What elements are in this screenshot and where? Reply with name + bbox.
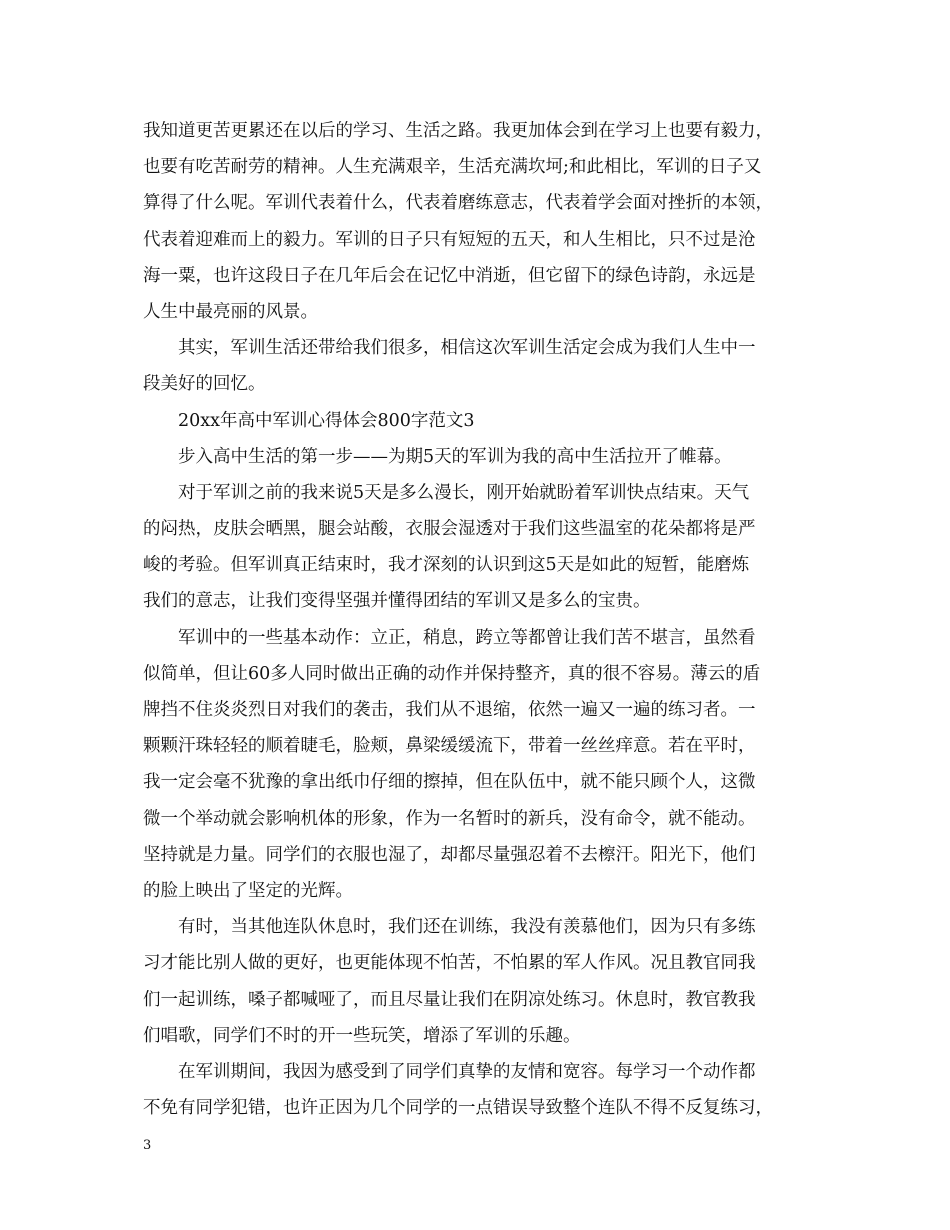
text-line: 步入高中生活的第一步——为期5天的军训为我的高中生活拉开了帷幕。 — [178, 446, 732, 467]
text-line: 我们的意志，让我们变得坚强并懂得团结的军训又是多么的宝贵。 — [143, 591, 651, 612]
text-line: 我知道更苦更累还在以后的学习、生活之路。我更加体会到在学习上也要有毅力， — [143, 121, 773, 141]
text-line: 对于军训之前的我来说5天是多么漫长，刚开始就盼着军训快点结束。天气 — [178, 482, 750, 503]
text-line: 微一个举动就会影响机体的形象，作为一名暂时的新兵，没有命令，就不能动。 — [143, 808, 756, 829]
text-line: 在军训期间，我因为感受到了同学们真挚的友情和宽容。每学习一个动作都 — [178, 1061, 756, 1082]
text-line: 军训中的一些基本动作：立正，稍息，跨立等都曾让我们苦不堪言，虽然看 — [178, 627, 756, 648]
text-line: 也要有吃苦耐劳的精神。人生充满艰辛，生活充满坎坷;和此相比，军训的日子又 — [143, 157, 762, 178]
text-line: 们一起训练，嗓子都喊哑了，而且尽量让我们在阴凉处练习。休息时，教官教我 — [143, 989, 756, 1010]
text-line: 的闷热，皮肤会晒黑，腿会站酸，衣服会湿透对于我们这些温室的花朵都将是严 — [143, 519, 756, 540]
document-body — [143, 113, 833, 1126]
text-line: 不免有同学犯错，也许正因为几个同学的一点错误导致整个连队不得不反复练习， — [143, 1098, 773, 1119]
text-line: 其实，军训生活还带给我们很多，相信这次军训生活定会成为我们人生中一 — [178, 338, 756, 359]
text-line: 代表着迎难而上的毅力。军训的日子只有短短的五天，和人生相比，只不过是沧 — [143, 229, 756, 250]
text-line: 段美好的回忆。 — [143, 374, 266, 395]
text-line: 似简单，但让60多人同时做出正确的动作并保持整齐，真的很不容易。薄云的盾 — [143, 663, 761, 684]
text-line: 牌挡不住炎炎烈日对我们的袭击，我们从不退缩，依然一遍又一遍的练习者。一 — [143, 700, 756, 720]
text-line: 算得了什么呢。军训代表着什么，代表着磨练意志，代表着学会面对挫折的本领， — [143, 193, 773, 214]
text-line: 坚持就是力量。同学们的衣服也湿了，却都尽量强忍着不去檫汗。阳光下，他们 — [143, 844, 756, 865]
text-line: 们唱歌，同学们不时的开一些玩笑，增添了军训的乐趣。 — [143, 1025, 581, 1046]
text-line: 的脸上映出了坚定的光辉。 — [143, 880, 353, 901]
page-number: 3 — [143, 1138, 152, 1153]
text-line: 我一定会毫不犹豫的拿出纸巾仔细的擦掉，但在队伍中，就不能只顾个人，这微 — [143, 772, 756, 793]
text-line: 海一粟，也许这段日子在几年后会在记忆中消逝，但它留下的绿色诗韵，永远是 — [143, 265, 756, 286]
section-heading: 20xx年高中军训心得体会800字范文3 — [178, 410, 475, 431]
text-line: 峻的考验。但军训真正结束时，我才深刻的认识到这5天是如此的短暂，能磨炼 — [143, 555, 750, 576]
text-line: 颗颗汗珠轻轻的顺着睫毛，脸颊，鼻梁缓缓流下，带着一丝丝痒意。若在平时， — [143, 736, 756, 757]
text-line: 有时，当其他连队休息时，我们还在训练，我没有羡慕他们，因为只有多练 — [178, 917, 756, 938]
text-line: 习才能比别人做的更好，也更能体现不怕苦，不怕累的军人作风。况且教官同我 — [143, 953, 756, 974]
text-line: 人生中最亮丽的风景。 — [143, 301, 318, 322]
